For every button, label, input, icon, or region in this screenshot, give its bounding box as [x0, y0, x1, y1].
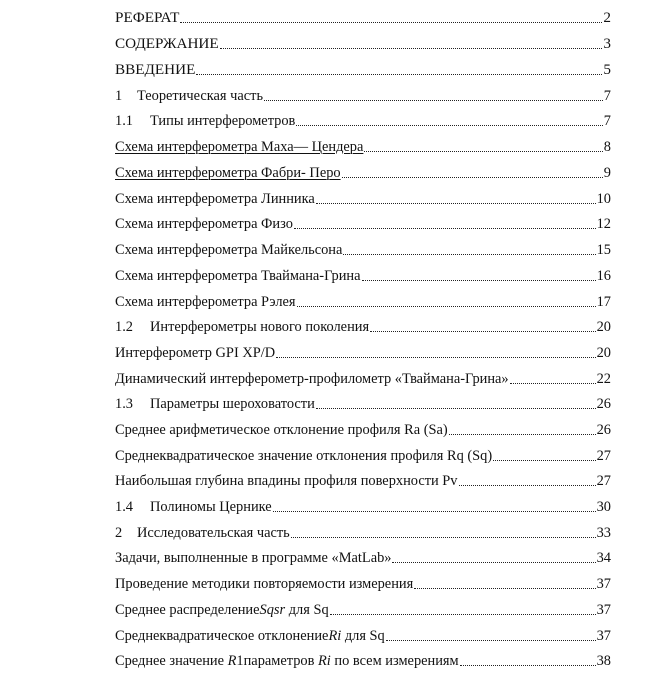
dot-leader — [460, 665, 596, 666]
formula-variable: R — [227, 653, 237, 669]
toc-entry-title: Схема интерферометра Линника — [115, 191, 315, 207]
toc-entry-title — [115, 627, 385, 645]
toc-entry-repeatability[interactable] — [115, 575, 611, 593]
toc-entry-rayleigh[interactable] — [115, 293, 611, 311]
toc-entry-section-1-4[interactable] — [115, 498, 611, 516]
toc-entry-fizeau[interactable] — [115, 215, 611, 233]
dot-leader — [330, 614, 596, 615]
dot-leader — [414, 588, 595, 589]
toc-entry-title: Схема интерферометра Маха— Цендера — [115, 139, 364, 155]
dot-leader — [459, 485, 596, 486]
toc-entry-introduction[interactable] — [115, 61, 611, 79]
toc-entry-page: 37 — [596, 628, 611, 644]
dot-leader — [273, 511, 596, 512]
toc-entry-gpi[interactable] — [115, 344, 611, 362]
toc-entry-page: 27 — [596, 473, 611, 489]
toc-entry-number: 1 — [115, 88, 123, 104]
dot-leader — [264, 100, 603, 101]
toc-entry-page: 22 — [596, 371, 611, 387]
toc-entry-std-deviation[interactable] — [115, 627, 611, 645]
toc-entry-title: СОДЕРЖАНИЕ — [115, 35, 219, 52]
formula-variable: Sqsr — [259, 602, 286, 618]
dot-leader — [196, 74, 602, 75]
dot-leader — [220, 48, 603, 49]
toc-entry-title: Проведение методики повторяемости измерения — [115, 576, 414, 592]
toc-entry-page: 26 — [596, 396, 611, 412]
toc-entry-mean-distribution[interactable] — [115, 601, 611, 619]
toc-entry-contents[interactable] — [115, 35, 611, 53]
dot-leader — [316, 408, 596, 409]
toc-entry-twyman-green[interactable] — [115, 267, 611, 285]
toc-entry-michelson[interactable] — [115, 241, 611, 259]
toc-entry-title: РЕФЕРАТ — [115, 9, 180, 26]
toc-entry-title: Полиномы Цернике — [150, 499, 272, 515]
toc-entry-number: 1.4 — [115, 499, 133, 515]
toc-entry-page: 20 — [596, 345, 611, 361]
dot-leader — [510, 383, 596, 384]
toc-entry-title: Интерферометр GPI XP/D — [115, 345, 276, 361]
toc-entry-title-suffix: для Sq — [341, 628, 385, 644]
toc-entry-page: 9 — [603, 165, 611, 181]
toc-entry-mach-zehnder[interactable] — [115, 138, 611, 156]
toc-entry-page: 37 — [596, 576, 611, 592]
toc-entry-mean-value[interactable] — [115, 652, 611, 670]
dot-leader — [392, 562, 595, 563]
dot-leader — [386, 640, 596, 641]
dot-leader — [493, 460, 595, 461]
toc-entry-title — [115, 601, 329, 619]
toc-entry-section-1-1[interactable] — [115, 112, 611, 130]
toc-entry-page: 5 — [603, 61, 611, 78]
toc-entry-page: 38 — [596, 653, 611, 669]
toc-entry-title: Динамический интерферометр-профилометр «Тваймана-Грина» — [115, 371, 509, 387]
toc-entry-number: 1.1 — [115, 113, 133, 129]
toc-entry-title: Схема интерферометра Майкельсона — [115, 242, 343, 258]
dot-leader — [343, 254, 595, 255]
formula-variable: Ri — [328, 628, 342, 644]
dot-leader — [276, 357, 595, 358]
toc-entry-page: 20 — [596, 319, 611, 335]
toc-entry-page: 30 — [596, 499, 611, 515]
toc-entry-title-text: Среднеквадратическое отклонение — [115, 628, 329, 644]
toc-entry-title: Параметры шероховатости — [150, 396, 315, 412]
toc-entry-title-suffix: по всем измерениям — [330, 653, 459, 669]
toc-entry-title: ВВЕДЕНИЕ — [115, 61, 196, 78]
dot-leader — [370, 331, 596, 332]
toc-entry-matlab-tasks[interactable] — [115, 549, 611, 567]
toc-entry-page: 7 — [603, 88, 611, 104]
toc-entry-title: Наибольшая глубина впадины профиля поверхности Pv — [115, 473, 458, 489]
toc-entry-ra[interactable] — [115, 421, 611, 439]
dot-leader — [362, 280, 596, 281]
toc-entry-title: Схема интерферометра Физо — [115, 216, 293, 232]
toc-entry-title-mid: 1параметров — [236, 653, 319, 669]
dot-leader — [316, 203, 596, 204]
dot-leader — [291, 537, 596, 538]
toc-entry-page: 3 — [603, 35, 611, 52]
toc-entry-abstract[interactable] — [115, 9, 611, 27]
toc-entry-title: Теоретическая часть — [137, 88, 264, 104]
toc-entry-pv[interactable] — [115, 472, 611, 490]
toc-entry-dynamic-profilometer[interactable] — [115, 370, 611, 388]
toc-entry-page: 8 — [603, 139, 611, 155]
toc-entry-title: Интерферометры нового поколения — [150, 319, 370, 335]
toc-entry-title-text: Среднее распределение — [115, 602, 260, 618]
toc-entry-page: 27 — [596, 448, 611, 464]
toc-entry-title: Исследовательская часть — [137, 525, 290, 541]
toc-entry-fabry-perot[interactable] — [115, 164, 611, 182]
toc-entry-title — [115, 652, 459, 670]
toc-entry-page: 2 — [603, 9, 611, 26]
toc-entry-page: 26 — [596, 422, 611, 438]
toc-entry-page: 7 — [603, 113, 611, 129]
dot-leader — [294, 228, 596, 229]
toc-entry-title: Среднеквадратическое значение отклонения профиля Rq (Sq) — [115, 448, 493, 464]
toc-entry-page: 16 — [596, 268, 611, 284]
dot-leader — [297, 306, 596, 307]
toc-entry-number: 1.3 — [115, 396, 133, 412]
toc-entry-section-1-2[interactable] — [115, 318, 611, 336]
toc-entry-page: 37 — [596, 602, 611, 618]
toc-entry-rq[interactable] — [115, 447, 611, 465]
toc-entry-linnik[interactable] — [115, 190, 611, 208]
dot-leader — [364, 151, 602, 152]
toc-entry-title-text: Среднее значение — [115, 653, 228, 669]
toc-entry-title-suffix: для Sq — [285, 602, 329, 618]
toc-entry-title: Схема интерферометра Фабри- Перо — [115, 165, 341, 181]
toc-entry-page: 12 — [596, 216, 611, 232]
toc-entry-chapter-2[interactable] — [115, 524, 611, 542]
dot-leader — [180, 22, 602, 23]
toc-entry-number: 1.2 — [115, 319, 133, 335]
toc-entry-title: Типы интерферометров — [150, 113, 296, 129]
toc-entry-title: Среднее арифметическое отклонение профиля Ra (Sa) — [115, 422, 448, 438]
toc-entry-page: 34 — [596, 550, 611, 566]
dot-leader — [296, 125, 602, 126]
toc-entry-title: Схема интерферометра Тваймана-Грина — [115, 268, 361, 284]
toc-entry-title: Задачи, выполненные в программе «MatLab» — [115, 550, 392, 566]
toc-entry-page: 10 — [596, 191, 611, 207]
toc-entry-chapter-1[interactable] — [115, 87, 611, 105]
toc-entry-page: 17 — [596, 294, 611, 310]
toc-entry-section-1-3[interactable] — [115, 395, 611, 413]
dot-leader — [342, 177, 603, 178]
toc-entry-page: 15 — [596, 242, 611, 258]
dot-leader — [449, 434, 596, 435]
formula-variable: Ri — [318, 653, 331, 669]
toc-entry-number: 2 — [115, 525, 123, 541]
toc-entry-title: Схема интерферометра Рэлея — [115, 294, 296, 310]
toc-entry-page: 33 — [596, 525, 611, 541]
